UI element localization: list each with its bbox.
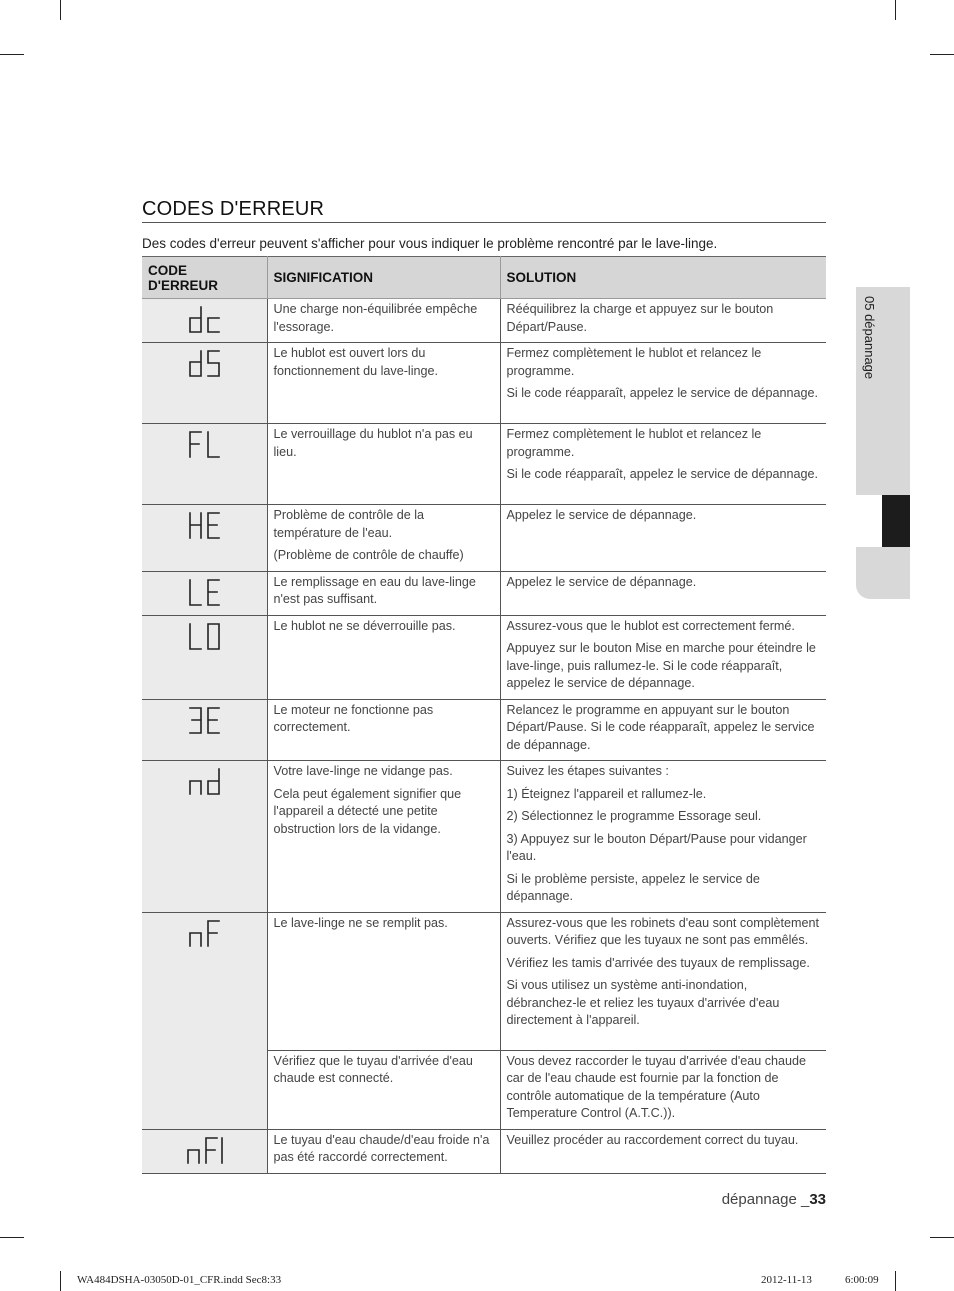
meaning-cell [267,615,500,699]
table-row [142,761,826,913]
table-row [142,505,826,572]
slug-date: 2012-11-13 [761,1274,812,1286]
ds-code-icon [188,349,222,379]
error-code-cell [142,505,267,572]
le-code-icon [188,578,222,608]
solution-text: 2) Sélectionnez le programme Essorage seul. [506,809,762,823]
error-code-cell [142,615,267,699]
solution-text: Suivez les étapes suivantes : [506,764,669,778]
solution-text: Veuillez procéder au raccordement correct du tuyau. [506,1132,799,1147]
crop-mark [930,1237,954,1238]
solution-cell [500,1050,826,1129]
meaning-text: Le verrouillage du hublot n'a pas eu lieu. [273,427,473,459]
table-row [142,571,826,615]
error-code-cell [142,343,267,424]
solution-text: Relancez le programme en appuyant sur le bouton Départ/Pause. Si le code réapparaît, appelez le service de dépannage. [506,702,815,752]
meaning-text: (Problème de contrôle de chauffe) [273,548,464,562]
page-title: CODES D'ERREUR [142,198,325,220]
solution-text: Si vous utilisez un système anti-inondation, débranchez-le et reliez les tuyaux d'arrivée d'eau directement à l'appareil. [506,978,780,1027]
header-code: CODE D'ERREUR [142,257,267,299]
meaning-cell [267,343,500,424]
side-tab-bottom [856,547,910,599]
meaning-cell [267,505,500,572]
solution-text: Si le code réapparaît, appelez le service de dépannage. [506,386,819,400]
header-signification: SIGNIFICATION [267,257,500,299]
solution-text: Fermez complètement le hublot et relancez le programme. [506,346,762,378]
crop-mark [895,1271,896,1291]
header-solution: SOLUTION [500,257,826,299]
solution-text: Appuyez sur le bouton Mise en marche pour éteindre le lave-linge, puis rallumez-le. Si le code réapparaît, appelez le service de dépannage. [506,641,816,690]
meaning-text: Une charge non-équilibrée empêche l'essorage. [273,302,478,334]
meaning-text: Le remplissage en eau du lave-linge n'est pas suffisant. [273,574,476,606]
solution-text: Appelez le service de dépannage. [506,508,697,522]
meaning-text: Vérifiez que le tuyau d'arrivée d'eau chaude est connecté. [273,1053,473,1085]
slug-time: 6:00:09 [845,1274,879,1286]
solution-cell [500,761,826,913]
crop-mark [0,1237,24,1238]
solution-cell [500,299,826,343]
solution-cell [500,615,826,699]
dc-code-icon [188,305,222,335]
table-row [142,1129,826,1173]
meaning-text: Le moteur ne fonctionne pas correctement. [273,702,434,734]
nd-code-icon [188,767,222,797]
solution-cell [500,424,826,505]
solution-text: Assurez-vous que les robinets d'eau sont complètement ouverts. Vérifiez que les tuyaux ne sont pas emmêlés. [506,915,820,947]
solution-text: Si le code réapparaît, appelez le service de dépannage. [506,467,819,481]
table-row [142,424,826,505]
solution-text: Si le problème persiste, appelez le service de dépannage. [506,871,760,903]
table-row [142,343,826,424]
error-code-cell [142,912,267,1129]
meaning-cell [267,299,500,343]
nf-code-icon [188,919,222,949]
solution-text: 1) Éteignez l'appareil et rallumez-le. [506,786,707,801]
solution-text: Vérifiez les tamis d'arrivée des tuyaux de remplissage. [506,955,810,970]
meaning-cell [267,699,500,761]
nf1-code-icon [186,1136,226,1166]
solution-cell [500,571,826,615]
table-row [142,699,826,761]
meaning-text: Le lave-linge ne se remplit pas. [273,915,448,930]
solution-cell [500,699,826,761]
title-divider [142,222,826,223]
meaning-text: Le hublot est ouvert lors du fonctionnement du lave-linge. [273,346,439,378]
crop-mark [930,54,954,55]
crop-mark [0,54,24,55]
solution-text: Vous devez raccorder le tuyau d'arrivée d'eau chaude car de l'eau chaude est fournie par la fonction de contrôle automatique de la température (Auto Temperature Control (A.T.C.)). [506,1053,807,1120]
error-codes-table [142,256,826,1174]
intro-text: Des codes d'erreur peuvent s'afficher pour vous indiquer le problème rencontré par le lave-linge. [142,236,718,251]
meaning-cell [267,1050,500,1129]
meaning-text: Le tuyau d'eau chaude/d'eau froide n'a pas été raccordé correctement. [273,1132,490,1164]
crop-mark [895,0,896,20]
footer-label: dépannage _ [721,1191,810,1208]
meaning-cell [267,761,500,913]
page-footer [722,1191,826,1208]
error-code-cell [142,299,267,343]
3e-code-icon [188,706,222,736]
error-code-cell [142,699,267,761]
meaning-cell [267,571,500,615]
solution-cell [500,1129,826,1173]
solution-cell [500,505,826,572]
fl-code-icon [188,430,222,460]
crop-mark [60,0,61,20]
error-code-cell [142,1129,267,1173]
solution-text: Fermez complètement le hublot et relancez le programme. [506,427,762,459]
page-number: 33 [809,1191,826,1208]
solution-text: Appelez le service de dépannage. [506,574,697,589]
solution-text: Rééquilibrez la charge et appuyez sur le bouton Départ/Pause. [506,302,774,334]
error-code-cell [142,571,267,615]
solution-cell [500,912,826,1050]
slug-filename: WA484DSHA-03050D-01_CFR.indd Sec8:33 [77,1274,282,1286]
solution-cell [500,343,826,424]
error-code-cell [142,761,267,913]
table-row [142,615,826,699]
side-tab-label: 05 dépannage [862,296,877,380]
meaning-cell [267,424,500,505]
meaning-text: Votre lave-linge ne vidange pas. [273,764,453,778]
solution-text: Assurez-vous que le hublot est correctement fermé. [506,618,795,633]
meaning-text: Le hublot ne se déverrouille pas. [273,618,456,633]
meaning-cell [267,1129,500,1173]
crop-mark [60,1271,61,1291]
meaning-text: Problème de contrôle de la température de l'eau. [273,508,425,540]
meaning-text: Cela peut également signifier que l'appareil a détecté une petite obstruction lors de la vidange. [273,786,462,836]
meaning-cell [267,912,500,1050]
error-code-cell [142,424,267,505]
solution-text: 3) Appuyez sur le bouton Départ/Pause pour vidanger l'eau. [506,831,807,863]
side-tab-marker [882,495,910,547]
table-row [142,912,826,1050]
table-header-row [142,257,826,299]
table-row [142,299,826,343]
he-code-icon [188,511,222,541]
lo-code-icon [188,622,222,652]
